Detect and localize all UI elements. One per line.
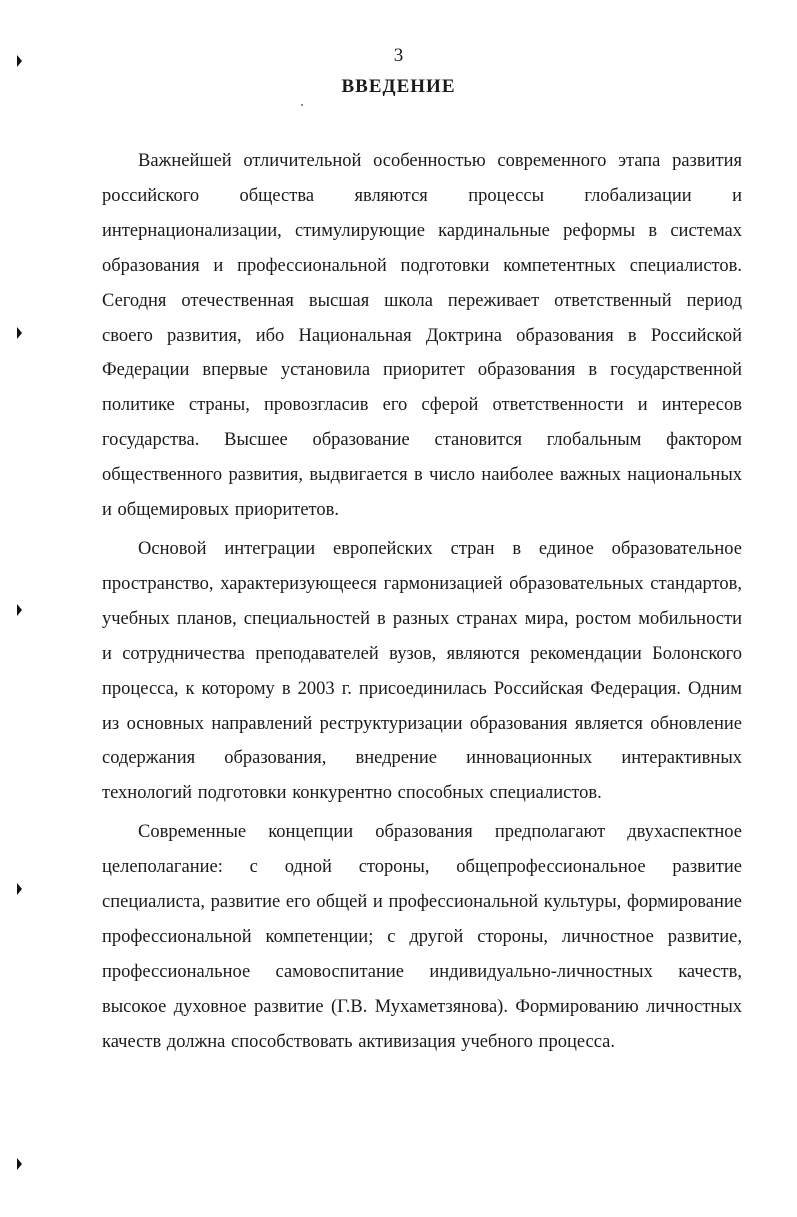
page-title: ВВЕДЕНИЕ [341,76,456,97]
scan-mark-icon [17,883,22,895]
scan-speck-icon [301,104,303,106]
scan-mark-icon [17,604,22,616]
body-text [102,144,742,1064]
page-number: 3 [393,45,404,66]
paragraph-2: Основой интеграции европейских стран в единое образовательное пространство, характеризующееся гармонизацией образовательных стандартов, учебных планов, специальностей в разных странах мира, ростом мобильности и сотрудничества преподавателей вузов, являются рекомендации Болонского процесса, к которому в 2003 г. присоединилась Российская Федерация. Одним из основных направлений реструктуризации образования является обновление содержания образования, внедрение инновационных интерактивных технологий подготовки конкурентно способных специалистов. [102,538,742,804]
scan-mark-icon [17,1158,22,1170]
paragraph-3: Современные концепции образования предполагают двухаспектное целеполагание: с одной стороны, общепрофессиональное развитие специалиста, развитие его общей и профессиональной культуры, формирование профессиональной компетенции; с другой стороны, личностное развитие, профессиональное самовоспитание индивидуально-личностных качеств, высокое духовное развитие (Г.В. Мухаметзянова). Формированию личностных качеств должна способствовать активизация учебного процесса. [102,822,742,1052]
paragraph-1: Важнейшей отличительной особенностью современного этапа развития российского общества являются процессы глобализации и интернационализации, стимулирующие кардинальные реформы в системах образования и профессиональной подготовки компетентных специалистов. Сегодня отечественная высшая школа переживает ответственный период своего развития, ибо Национальная Доктрина образования в Российской Федерации впервые установила приоритет образования в государственной политике страны, провозгласив его сферой ответственности и интересов государства. Высшее образование становится глобальным фактором общественного развития, выдвигается в число наиболее важных национальных и общемировых приоритетов. [102,151,742,521]
scan-mark-icon [17,327,22,339]
scan-mark-icon [17,55,22,67]
